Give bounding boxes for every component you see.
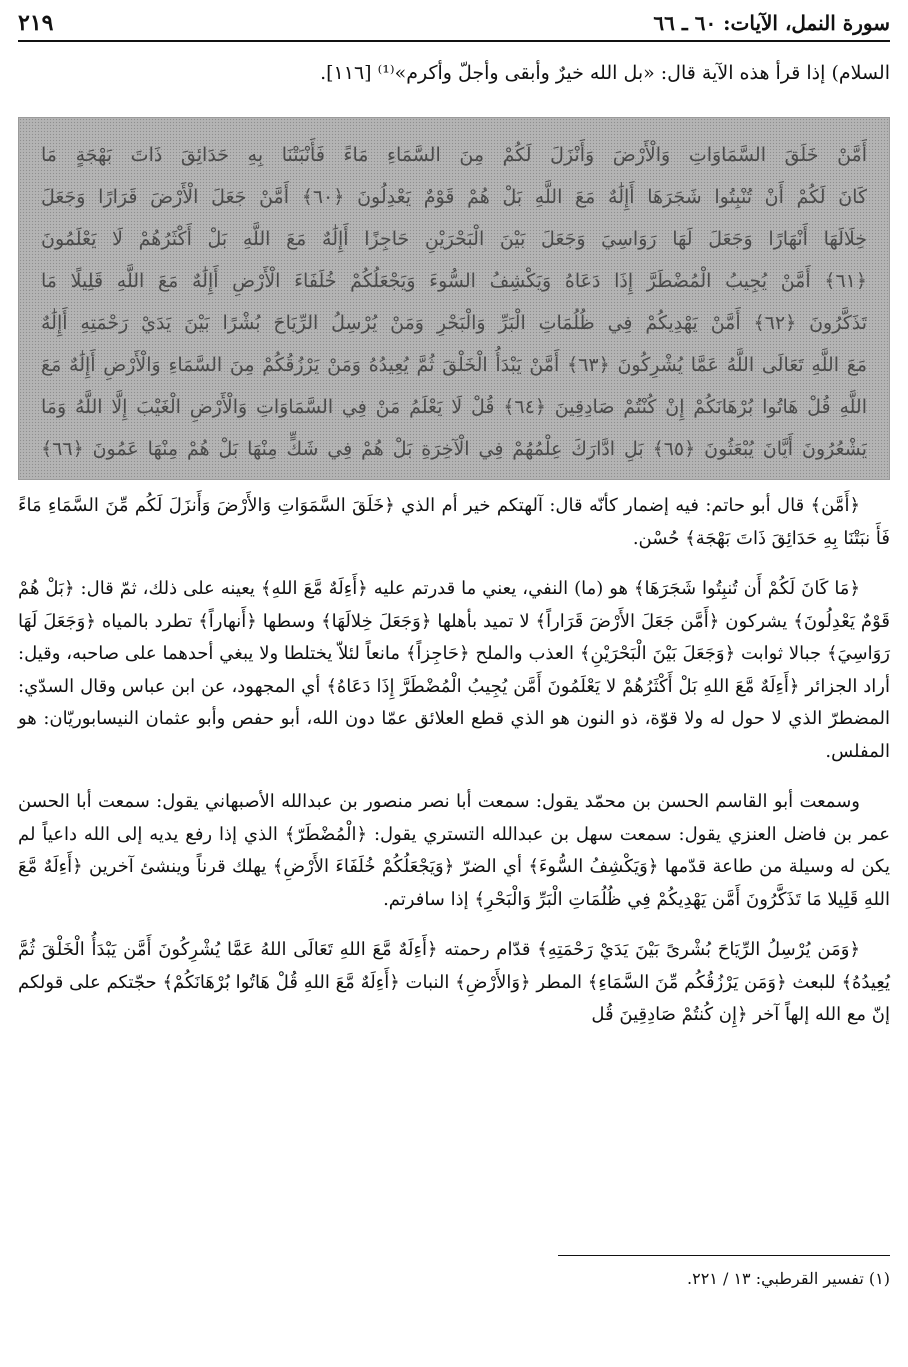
page-header [18, 6, 890, 42]
quran-line: يَشْعُرُونَ أَيَّانَ يُبْعَثُونَ ﴿٦٥﴾ بَلِ ادَّارَكَ عِلْمُهُمْ فِي الْآخِرَةِ بَلْ هُمْ فِي شَكٍّ مِنْهَا بَلْ هُمْ مِنْهَا عَمُونَ ﴿٦٦﴾ [41, 438, 867, 460]
running-title: سورة النمل، الآيات: ٦٠ ـ ٦٦ [653, 11, 890, 35]
page-number: ٢١٩ [18, 10, 54, 36]
footnote: (١) تفسير القرطبي: ١٣ / ٢٢١. [687, 1269, 890, 1288]
commentary-paragraph: ﴿مَا كَانَ لَكُمْ أَن تُنبِتُوا شَجَرَهَا﴾ هو (ما) النفي، يعني ما قدرتم عليه ﴿أَءِلَهٌ مَّعَ اللهِ﴾ يعينه على ذلك، ثمّ قال: ﴿بَلْ هُمْ قَوْمٌ يَعْدِلُونَ﴾ يشركون ﴿أَمَّن جَعَلَ الأَرْضَ قَرَاراً﴾ لا تميد بأهلها ﴿وَجَعَلَ خِلالَهَا﴾ وسطها ﴿أَنهاراً﴾ تطرد بالمياه ﴿وَجَعَلَ لَهَا رَوَاسِيَ﴾ جبالا ثوابت ﴿وَجَعَلَ بَيْنَ الْبَحْرَيْنِ﴾ العذب والملح ﴿حَاجِزاً﴾ مانعاً لئلاّ يختلطا ولا يبغي أحدهما على صاحبه، وقيل: أراد الجزائر ﴿أَءِلَهٌ مَّعَ اللهِ بَلْ أَكْثَرُهُمْ لا يَعْلَمُونَ أَمَّن يُجِيبُ الْمُضْطَرَّ إِذَا دَعَاهُ﴾ أي المجهود، عن ابن عباس وقال السدّي: المضطرّ الذي لا حول له ولا قوّة، ذو النون هو الذي قطع العلائق عمّا دون الله، أبو حفص وأبو عثمان النيسابوريّان: هو المفلس. [18, 578, 890, 762]
commentary-paragraph: ﴿أَمَّن﴾ قال أبو حاتم: فيه إضمار كأنّه قال: آلهتكم خير أم الذي ﴿خَلَقَ السَّمَوَاتِ وَالأَرْضَ وَأَنزَلَ لَكُم مِّنَ السَّمَاءِ مَاءً فَأَ نبَتْنَا بِهِ حَدَائِقَ ذَاتَ بَهْجَة﴾ حُسْن. [18, 495, 890, 549]
commentary-paragraph: ﴿وَمَن يُرْسِلُ الرِّيَاحَ بُشْرىً بَيْنَ يَدَيْ رَحْمَتِهِ﴾ قدّام رحمته ﴿أَءِلَهٌ مَّعَ اللهِ تَعَالَى اللهُ عَمَّا يُشْرِكُونَ أَمَّن يَبْدَأُ الْخَلْقَ ثُمَّ يُعِيدُهُ﴾ للبعث ﴿وَمَن يَرْزُقُكُم مِّنَ السَّمَاءِ﴾ المطر ﴿وَالأَرْضِ﴾ النبات ﴿أَءِلَهٌ مَّعَ اللهِ قُلْ هَاتُوا بُرْهَانَكُمْ﴾ حجّتكم على قولكم إنّ مع الله إلهاً آخر ﴿إِن كُنتُمْ صَادِقِينَ قُل [18, 939, 890, 1025]
quran-line: مَعَ اللَّهِ تَعَالَى اللَّهُ عَمَّا يُشْرِكُونَ ﴿٦٣﴾ أَمَّنْ يَبْدَأُ الْخَلْقَ ثُمَّ يُعِيدُهُ وَمَنْ يَرْزُقُكُمْ مِنَ السَّمَاءِ وَالْأَرْضِ أَإِلَٰهٌ مَعَ [41, 354, 867, 376]
commentary-paragraph: وسمعت أبو القاسم الحسن بن محمّد يقول: سمعت أبا نصر منصور بن عبدالله الأصبهاني يقول: سمعت أبا الحسن عمر بن فاضل العنزي يقول: سمعت سهل بن عبدالله التستري يقول: ﴿الْمُضْطَرّ﴾ الذي إذا رفع يديه إلى الله داعياً لم يكن له وسيلة من طاعة قدّمها ﴿وَيَكْشِفُ السُّوءَ﴾ أي الضرّ ﴿وَيَجْعَلُكُمْ خُلَفَاءَ الأَرْضِ﴾ يهلك قرناً وينشئ آخرين ﴿أَءِلَهٌ مَّعَ اللهِ قَلِيلا مَا تَذَكَّرُونَ أَمَّن يَهْدِيكُمْ فِي ظُلُمَاتِ الْبَرِّ وَالْبَحْرِ﴾ إذا سافرتم. [18, 791, 890, 910]
intro-line: السلام) إذا قرأ هذه الآية قال: «بل الله خيرٌ وأبقى وأجلّ وأكرم»⁽¹⁾ [١١٦]. [320, 62, 890, 84]
quran-line: أَمَّنْ خَلَقَ السَّمَاوَاتِ وَالْأَرْضَ وَأَنْزَلَ لَكُمْ مِنَ السَّمَاءِ مَاءً فَأَنْبَتْنَا بِهِ حَدَائِقَ ذَاتَ بَهْجَةٍ مَا [41, 144, 867, 166]
quran-verses-box [18, 117, 890, 480]
footnote-divider [558, 1255, 890, 1256]
quran-line: خِلَالَهَا أَنْهَارًا وَجَعَلَ لَهَا رَوَاسِيَ وَجَعَلَ بَيْنَ الْبَحْرَيْنِ حَاجِزًا أَإِلَٰهٌ مَعَ اللَّهِ بَلْ أَكْثَرُهُمْ لَا يَعْلَمُونَ [41, 228, 867, 250]
quran-line: ﴿٦١﴾ أَمَّنْ يُجِيبُ الْمُضْطَرَّ إِذَا دَعَاهُ وَيَكْشِفُ السُّوءَ وَيَجْعَلُكُمْ خُلَفَاءَ الْأَرْضِ أَإِلَٰهٌ مَعَ اللَّهِ قَلِيلًا مَا [41, 270, 867, 292]
quran-line: اللَّهِ قُلْ هَاتُوا بُرْهَانَكُمْ إِنْ كُنْتُمْ صَادِقِينَ ﴿٦٤﴾ قُلْ لَا يَعْلَمُ مَنْ فِي السَّمَاوَاتِ وَالْأَرْضِ الْغَيْبَ إِلَّا اللَّهُ وَمَا [41, 396, 867, 418]
commentary-body [18, 490, 890, 1032]
quran-line: تَذَكَّرُونَ ﴿٦٢﴾ أَمَّنْ يَهْدِيكُمْ فِي ظُلُمَاتِ الْبَرِّ وَالْبَحْرِ وَمَنْ يُرْسِلُ الرِّيَاحَ بُشْرًا بَيْنَ يَدَيْ رَحْمَتِهِ أَإِلَٰهٌ [41, 312, 867, 334]
quran-line: كَانَ لَكُمْ أَنْ تُنْبِتُوا شَجَرَهَا أَإِلَٰهٌ مَعَ اللَّهِ بَلْ هُمْ قَوْمٌ يَعْدِلُونَ ﴿٦٠﴾ أَمَّنْ جَعَلَ الْأَرْضَ قَرَارًا وَجَعَلَ [41, 186, 867, 208]
